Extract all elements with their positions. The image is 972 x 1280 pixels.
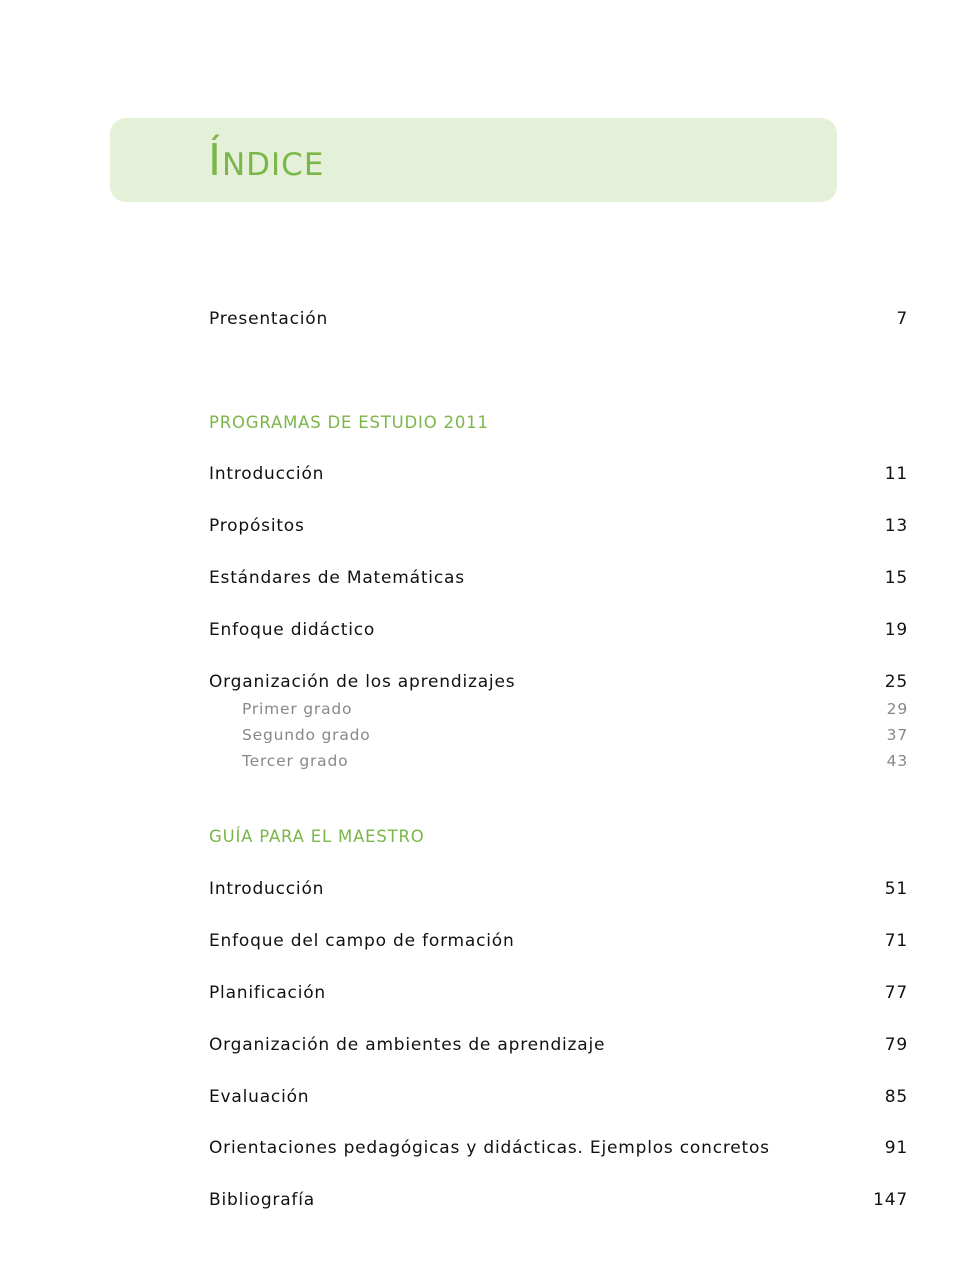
toc-entry-page: 43 bbox=[886, 752, 908, 770]
toc-entry-page: 13 bbox=[884, 516, 908, 536]
toc-entry-label: GUÍA PARA EL MAESTRO bbox=[209, 827, 425, 846]
toc-entry[interactable] bbox=[209, 464, 908, 484]
toc-entry[interactable] bbox=[209, 1138, 908, 1158]
toc-entry-page: 25 bbox=[884, 672, 908, 692]
toc-entry-page: 11 bbox=[884, 464, 908, 484]
toc-entry[interactable] bbox=[209, 931, 908, 951]
toc-entry-label: Presentación bbox=[209, 309, 329, 329]
toc-entry-page: 19 bbox=[884, 620, 908, 640]
toc-entry-page: 51 bbox=[884, 879, 908, 899]
toc-entry-page: 15 bbox=[884, 568, 908, 588]
toc-entry-page: 37 bbox=[886, 726, 908, 744]
toc-entry-label: Planificación bbox=[209, 983, 327, 1003]
toc-entry-label: Estándares de Matemáticas bbox=[209, 568, 465, 588]
toc-entry-label: Segundo grado bbox=[242, 726, 371, 744]
toc-entry[interactable] bbox=[209, 879, 908, 899]
toc-entry-label: Orientaciones pedagógicas y didácticas. Ejemplos concretos bbox=[209, 1138, 770, 1158]
toc-entry-page: 77 bbox=[884, 983, 908, 1003]
toc-entry-page: 91 bbox=[884, 1138, 908, 1158]
toc-entry[interactable] bbox=[209, 1190, 908, 1210]
toc-entry[interactable] bbox=[209, 672, 908, 692]
toc-entry-label: Tercer grado bbox=[242, 752, 349, 770]
toc-entry[interactable] bbox=[209, 725, 908, 745]
toc-entry[interactable] bbox=[209, 699, 908, 719]
toc-entry[interactable] bbox=[209, 751, 908, 771]
toc-entry-label: Introducción bbox=[209, 464, 325, 484]
toc-entry[interactable] bbox=[209, 568, 908, 588]
toc-entry[interactable] bbox=[209, 1087, 908, 1107]
toc-entry-page: 85 bbox=[884, 1087, 908, 1107]
toc-entry[interactable] bbox=[209, 983, 908, 1003]
toc-entry-label: PROGRAMAS DE ESTUDIO 2011 bbox=[209, 413, 489, 432]
toc-entry-label: Organización de ambientes de aprendizaje bbox=[209, 1035, 606, 1055]
toc-entry-page: 7 bbox=[896, 309, 908, 329]
toc-entry-page: 147 bbox=[873, 1190, 908, 1210]
toc-entry-label: Enfoque didáctico bbox=[209, 620, 376, 640]
toc-entry-label: Bibliografía bbox=[209, 1190, 315, 1210]
toc-entry-label: Evaluación bbox=[209, 1087, 310, 1107]
toc-entry-label: Introducción bbox=[209, 879, 325, 899]
toc-section-heading bbox=[209, 827, 908, 847]
toc-entry-page: 29 bbox=[886, 700, 908, 718]
title-band bbox=[110, 118, 837, 202]
toc-entry-page: 71 bbox=[884, 931, 908, 951]
page-title: Índice bbox=[208, 135, 325, 186]
toc-entry[interactable] bbox=[209, 309, 908, 329]
toc-section-heading bbox=[209, 413, 908, 433]
toc-entry-label: Enfoque del campo de formación bbox=[209, 931, 515, 951]
toc-entry-page: 79 bbox=[884, 1035, 908, 1055]
toc-entry[interactable] bbox=[209, 1035, 908, 1055]
toc-entry-label: Organización de los aprendizajes bbox=[209, 672, 516, 692]
toc-entry-label: Primer grado bbox=[242, 700, 353, 718]
toc-entry[interactable] bbox=[209, 516, 908, 536]
toc-entry[interactable] bbox=[209, 620, 908, 640]
toc-entry-label: Propósitos bbox=[209, 516, 305, 536]
